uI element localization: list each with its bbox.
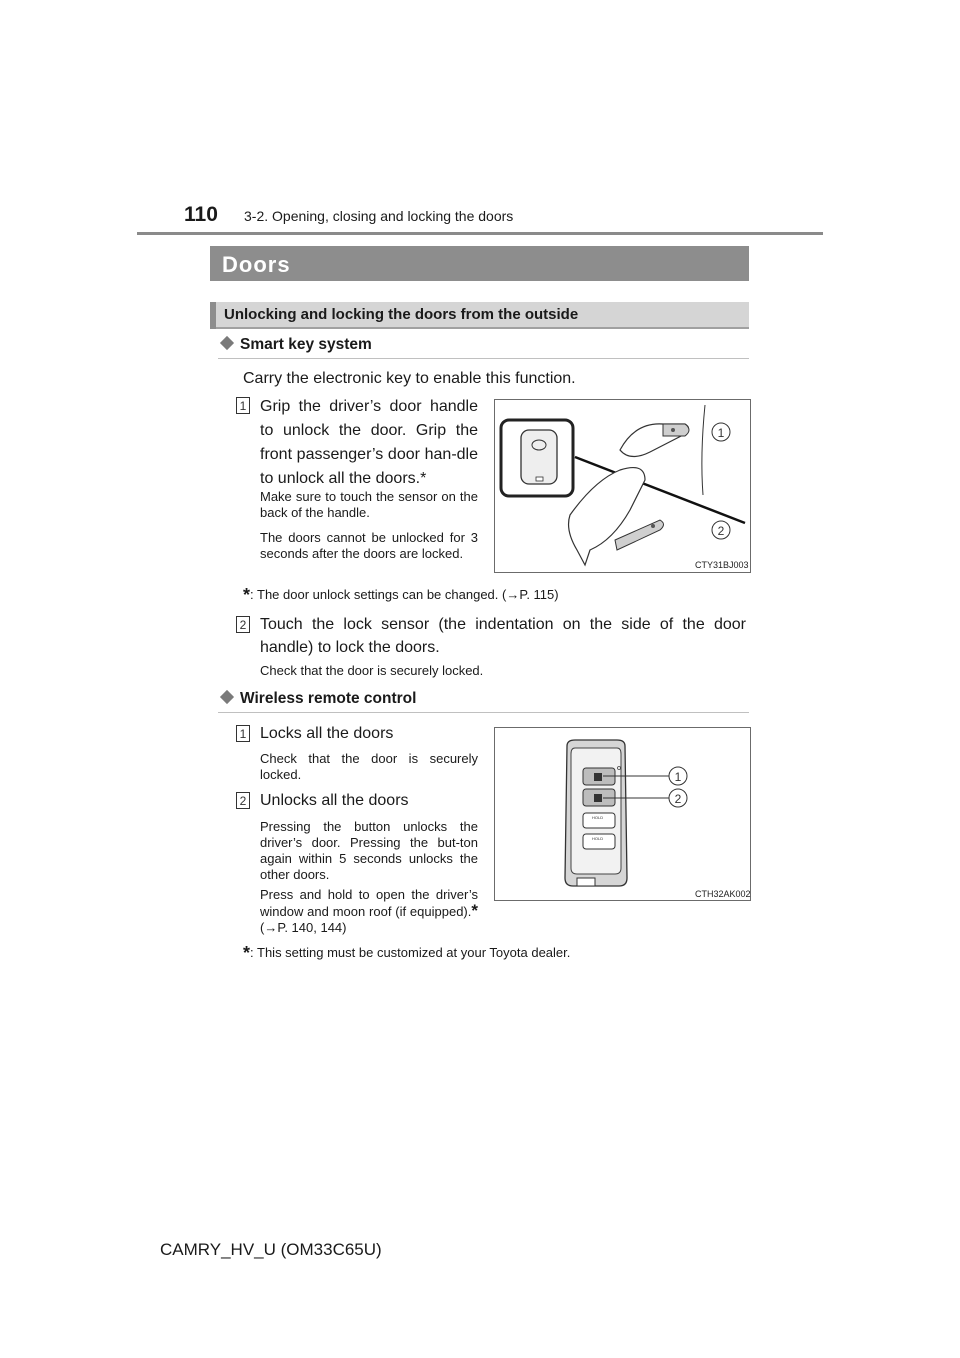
smart-key-step2-note: Check that the door is securely locked. [260, 663, 484, 678]
remote-figure [494, 727, 751, 901]
smart-key-step1-text: Grip the driver’s door handle to unlock the door. Grip the front passenger’s door han-dle to unlock all the doors.* [260, 398, 478, 487]
svg-text:2: 2 [239, 618, 247, 632]
title-bar [210, 246, 749, 281]
svg-text:HOLD: HOLD [592, 815, 604, 820]
remote-step-2-icon [236, 792, 250, 809]
page-title: Doors [222, 252, 291, 277]
smart-key-intro: Carry the electronic key to enable this function. [243, 370, 576, 387]
remote-step2-text: Unlocks all the doors [260, 792, 409, 809]
smart-key-step1-note1: Make sure to touch the sensor on the back of the handle. [260, 489, 478, 520]
smart-key-step1-note2: The doors cannot be unlocked for 3 seconds after the doors are locked. [260, 530, 478, 561]
remote-step2-note-a: Pressing the button unlocks the driver’s door. Pressing the but-ton again within 5 seconds unlocks the other doors. [260, 819, 478, 882]
svg-text:2: 2 [239, 794, 247, 808]
door-handle-illustration [495, 400, 750, 572]
figure-code: CTH32AK002 [695, 889, 751, 899]
footer-model: CAMRY_HV_U (OM33C65U) [160, 1240, 382, 1259]
key-fob-illustration [495, 728, 750, 900]
remote-step2-note-b: Press and hold to open the driver’s window and moon roof (if equipped).* (→P. 140, 144) [260, 887, 478, 935]
svg-text:2: 2 [674, 792, 682, 806]
remote-step-1-icon [236, 725, 250, 742]
smart-key-step2-text: Touch the lock sensor (the indentation on the side of the door handle) to lock the doors. [260, 616, 746, 656]
smart-key-rule [218, 358, 749, 359]
header-rule [137, 232, 823, 235]
svg-text:1: 1 [674, 770, 682, 784]
smart-key-footnote: *: The door unlock settings can be changed. (→P. 115) [243, 585, 559, 605]
svg-text:2: 2 [717, 524, 725, 538]
figure-code: CTY31BJ003 [695, 560, 749, 570]
section-reference: 3-2. Opening, closing and locking the doors [244, 208, 514, 224]
subsection-accent [210, 302, 216, 329]
page-number: 110 [184, 203, 218, 226]
svg-text:1: 1 [717, 426, 725, 440]
svg-text:HOLD: HOLD [592, 836, 604, 841]
diamond-bullet-icon [220, 690, 234, 704]
remote-step1-note: Check that the door is securely locked. [260, 751, 478, 782]
diamond-bullet-icon [220, 336, 234, 350]
svg-text:1: 1 [239, 727, 247, 741]
subsection-bar [210, 302, 749, 329]
step-1-icon [236, 397, 250, 414]
subsection-title: Unlocking and locking the doors from the outside [224, 306, 579, 323]
smart-key-heading: Smart key system [218, 336, 372, 354]
remote-rule [218, 712, 749, 713]
smart-key-figure [494, 399, 751, 573]
step-2-icon [236, 616, 250, 633]
remote-step1-text: Locks all the doors [260, 725, 394, 742]
remote-footnote: *: This setting must be customized at your Toyota dealer. [243, 943, 571, 963]
svg-text:1: 1 [239, 399, 247, 413]
remote-heading: Wireless remote control [218, 690, 416, 708]
